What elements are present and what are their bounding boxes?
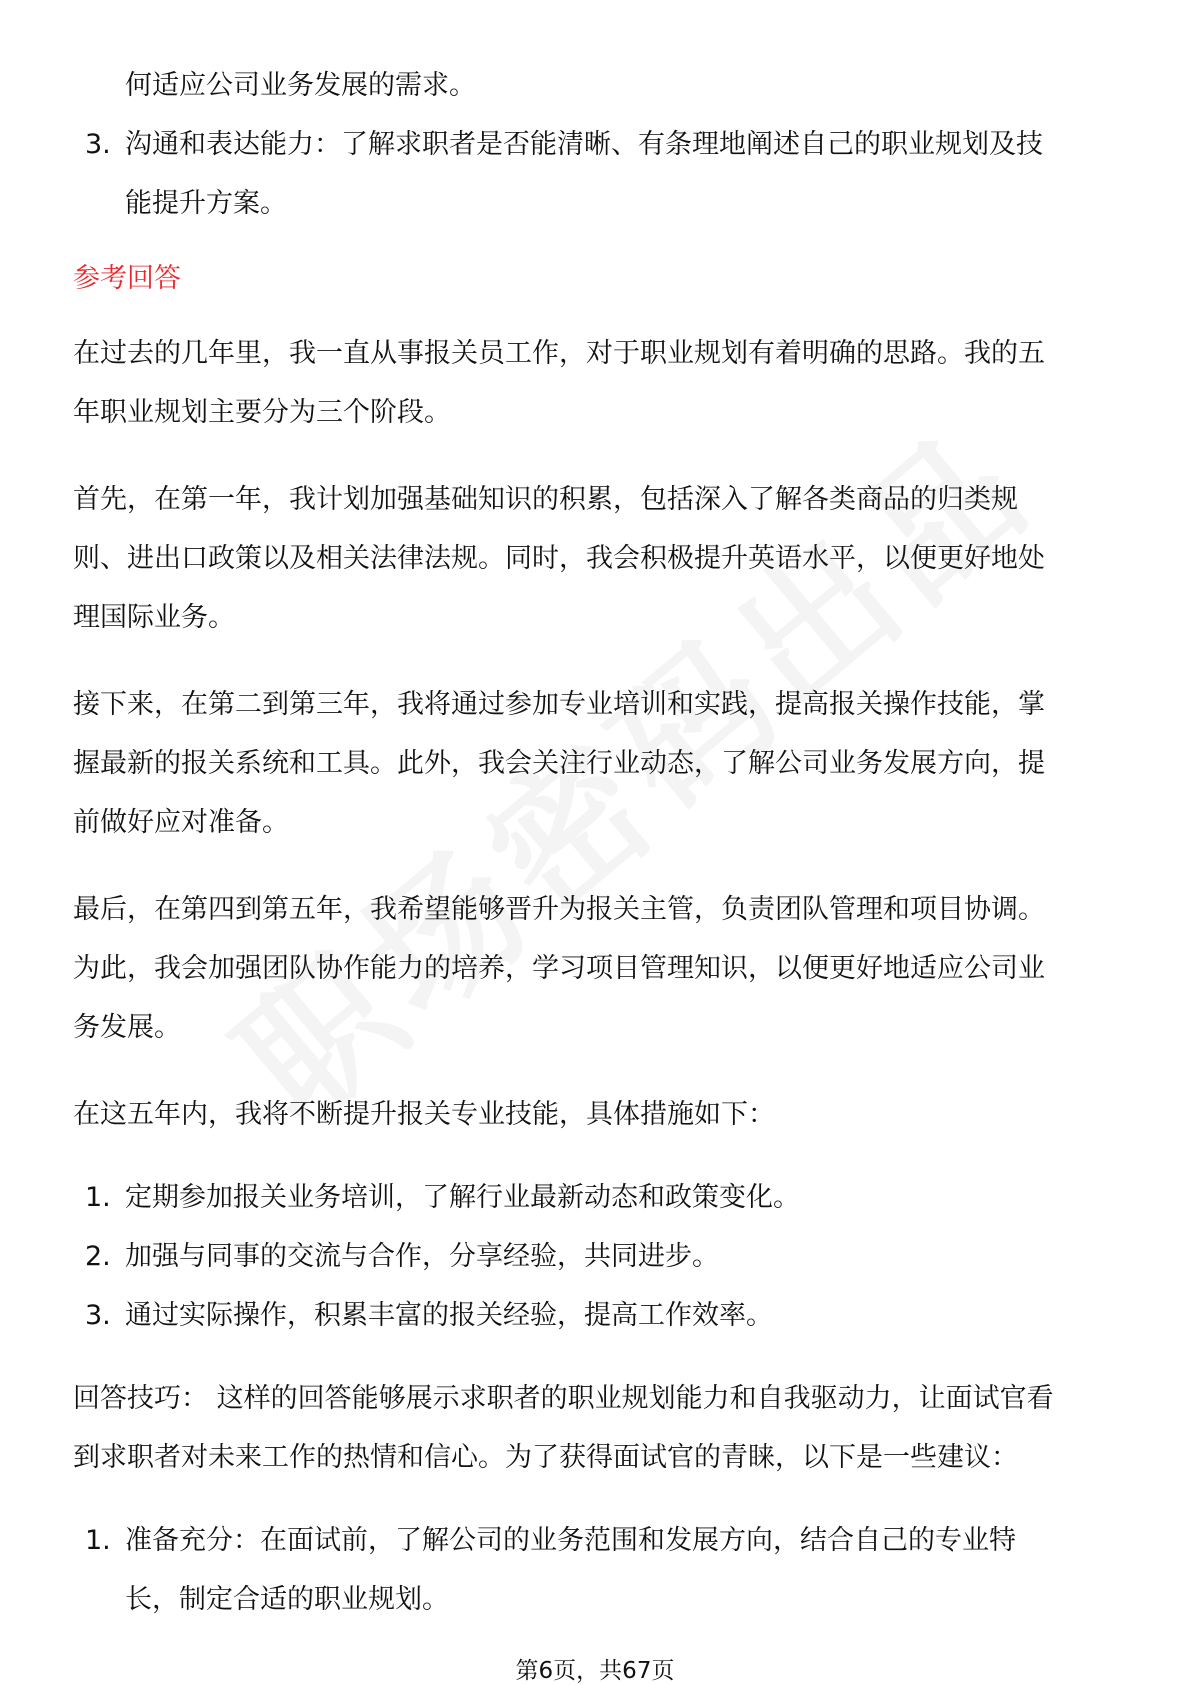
- criteria-item-3: [73, 115, 1123, 174]
- list-number: 3.: [85, 129, 111, 160]
- paragraph-line: 到求职者对未来工作的热情和信心。为了获得面试官的青睐，以下是一些建议：: [73, 1442, 1018, 1473]
- list-item-text: 通过实际操作，积累丰富的报关经验，提高工作效率。: [125, 1300, 773, 1331]
- list-item-text: 加强与同事的交流与合作，分享经验，共同进步。: [125, 1241, 719, 1272]
- list-item-text: 定期参加报关业务培训，了解行业最新动态和政策变化。: [125, 1182, 800, 1213]
- paragraph-line: 理国际业务。: [73, 602, 235, 633]
- paragraph-1: [73, 324, 1123, 442]
- paragraph-line: 回答技巧： 这样的回答能够展示求职者的职业规划能力和自我驱动力，让面试官看: [73, 1383, 1054, 1414]
- paragraph-line: 在过去的几年里，我一直从事报关员工作，对于职业规划有着明确的思路。我的五: [73, 338, 1045, 369]
- paragraph-line: 接下来，在第二到第三年，我将通过参加专业培训和实践，提高报关操作技能，掌: [73, 689, 1045, 720]
- list-number: 1.: [85, 1525, 111, 1556]
- list-item: [73, 1227, 1123, 1286]
- suggestion-item-1: [73, 1511, 1123, 1570]
- paragraph-4: [73, 880, 1123, 1057]
- paragraph-line: 前做好应对准备。: [73, 807, 289, 838]
- list-item: [73, 1286, 1123, 1345]
- list-item: [73, 1168, 1123, 1227]
- list-number: 2.: [85, 1241, 111, 1272]
- paragraph-line: 握最新的报关系统和工具。此外，我会关注行业动态，了解公司业务发展方向，提: [73, 748, 1045, 779]
- page-footer: 第6页，共67页: [515, 1658, 675, 1684]
- paragraph-line: 年职业规划主要分为三个阶段。: [73, 397, 451, 428]
- list-number: 3.: [85, 1300, 111, 1331]
- paragraph-line: 则、进出口政策以及相关法律法规。同时，我会积极提升英语水平，以便更好地处: [73, 543, 1045, 574]
- paragraph-line: 为此，我会加强团队协作能力的培养，学习项目管理知识，以便更好地适应公司业: [73, 953, 1045, 984]
- measures-list: [73, 1168, 1123, 1345]
- list-number: 1.: [85, 1182, 111, 1213]
- list-item-text-continued: 长，制定合适的职业规划。: [125, 1584, 449, 1615]
- list-item-text: 准备充分：在面试前，了解公司的业务范围和发展方向，结合自己的专业特: [125, 1525, 1016, 1556]
- document-body: [73, 56, 1123, 1629]
- tips-paragraph: [73, 1369, 1123, 1487]
- paragraph-3: [73, 675, 1123, 852]
- paragraph-line: 务发展。: [73, 1012, 181, 1043]
- paragraph-line: 首先，在第一年，我计划加强基础知识的积累，包括深入了解各类商品的归类规: [73, 484, 1018, 515]
- paragraph-5: 在这五年内，我将不断提升报关专业技能，具体措施如下：: [73, 1099, 775, 1130]
- paragraph-2: [73, 470, 1123, 647]
- list-item-text: 沟通和表达能力：了解求职者是否能清晰、有条理地阐述自己的职业规划及技: [125, 129, 1043, 160]
- paragraph-line: 最后，在第四到第五年，我希望能够晋升为报关主管，负责团队管理和项目协调。: [73, 894, 1045, 925]
- list-item-text-continued: 能提升方案。: [125, 188, 287, 219]
- section-heading: 参考回答: [73, 263, 181, 294]
- intro-continued-line: 何适应公司业务发展的需求。: [125, 70, 476, 101]
